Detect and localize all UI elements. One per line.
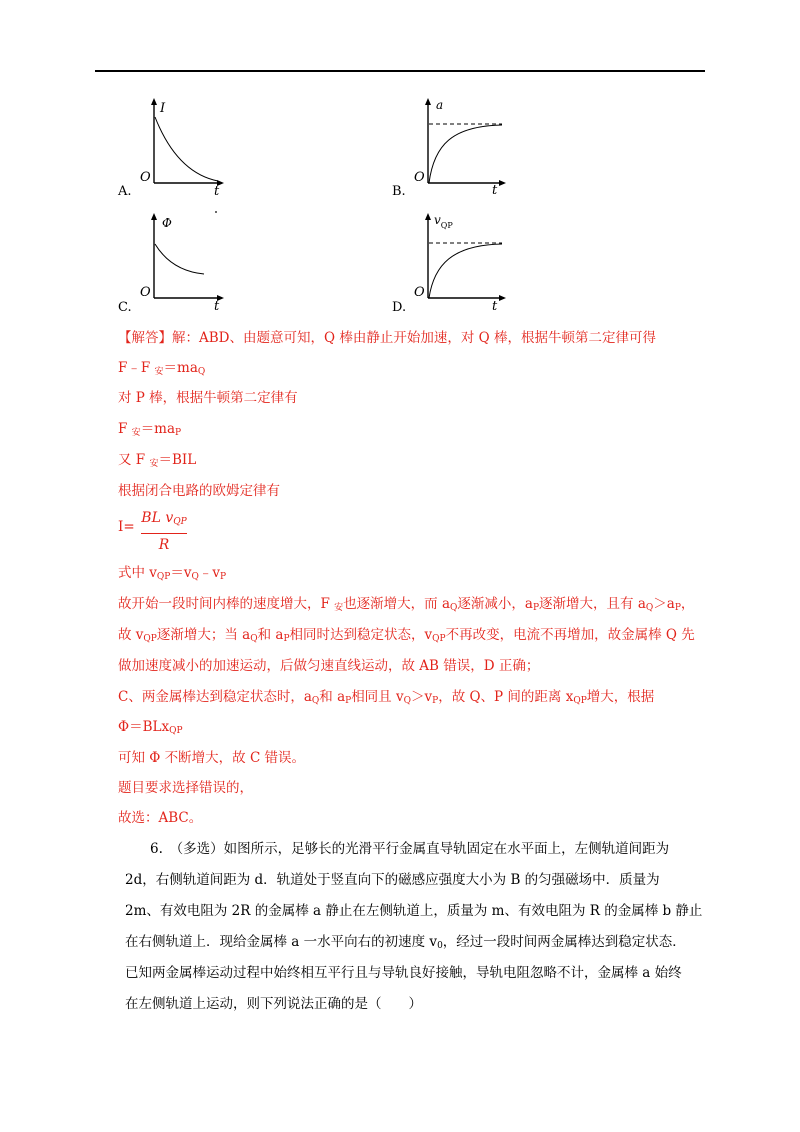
solution-line-10: 故 $v_{QP}$逐渐增大；当 $a_Q$和 $a_P$相同时达到稳定状态，$v_{QP}$不再改变，电流不再增加，故金属棒 Q 先 xyxy=(118,627,695,644)
solution-line-6: 根据闭合电路的欧姆定律有 xyxy=(118,483,280,499)
origin-label: O xyxy=(140,285,151,300)
y-axis-arrow-icon xyxy=(425,98,431,105)
solution-line-8: 式中 $v_{QP}=v_Q﹣v_P$ xyxy=(118,565,227,582)
solution-line-2: F﹣F $_安=ma_Q$ xyxy=(118,360,206,377)
y-axis-label: $v_{QP}$ xyxy=(434,213,453,230)
question-6-line-2: 2d，右侧轨道间距为 d．轨道处于竖直向下的磁感应强度大小为 B 的匀强磁场中．质量为 xyxy=(125,872,660,888)
option-c-label: C. xyxy=(118,300,132,315)
solution-tag: 【解答】 xyxy=(118,330,172,346)
growth-curve xyxy=(429,244,502,298)
solution-line-1: 【解答】解：ABD、由题意可知，Q 棒由静止开始加速，对 Q 棒，根据牛顿第二定律可得 xyxy=(118,330,657,346)
solution-line-4: F $_安=ma_P$ xyxy=(118,421,182,438)
solution-line-14: 可知 Φ 不断增大，故 C 错误。 xyxy=(118,750,306,766)
question-6-line-6: 在左侧轨道上运动，则下列说法正确的是（ ） xyxy=(125,996,422,1012)
solution-line-15: 题目要求选择错误的， xyxy=(118,780,253,796)
y-axis-label: Φ xyxy=(162,216,172,230)
y-axis-arrow-icon xyxy=(425,213,431,220)
solution-line-13: Φ＝BLx$_{QP}$ xyxy=(118,719,183,736)
y-axis-label: a xyxy=(436,98,444,112)
stray-dot xyxy=(215,211,217,213)
origin-label: O xyxy=(414,285,425,300)
question-6-line-1: 6. （多选）如图所示，足够长的光滑平行金属直导轨固定在水平面上，左侧轨道间距为 xyxy=(150,841,670,857)
graph-a xyxy=(138,95,228,195)
graph-b xyxy=(412,95,512,195)
x-axis-arrow-icon xyxy=(499,295,506,301)
option-d-label: D. xyxy=(392,300,407,315)
question-6-line-5: 已知两金属棒运动过程中始终相互平行且与导轨良好接触，导轨电阻忽略不计，金属棒 a 始终 xyxy=(125,965,682,981)
option-a-label: A. xyxy=(118,184,132,199)
option-b-label: B. xyxy=(392,184,406,199)
growth-curve xyxy=(429,125,502,183)
solution-line-9: 故开始一段时间内棒的速度增大，F $_安$也逐渐增大，而 $a_Q$逐渐减小，$a_P$逐渐增大，且有 $a_Q>a_P$， xyxy=(118,596,695,613)
y-axis-arrow-icon xyxy=(151,98,157,105)
fraction-denominator: R xyxy=(158,537,170,553)
origin-label: O xyxy=(414,170,425,185)
question-6-line-4: 在右侧轨道上．现给金属棒 a 一水平向右的初速度 $v_0$，经过一段时间两金属棒达到稳定状态． xyxy=(125,934,686,951)
x-axis-label: t xyxy=(492,183,498,195)
graph-d xyxy=(412,210,512,312)
y-axis-label: I xyxy=(160,101,166,116)
ohm-law-prefix: I= xyxy=(118,519,135,535)
header-rule xyxy=(95,70,705,72)
solution-line-3: 对 P 棒，根据牛顿第二定律有 xyxy=(118,390,298,406)
x-axis-label: t xyxy=(492,299,498,312)
decay-curve xyxy=(155,117,218,181)
ohm-law-fraction xyxy=(141,509,187,554)
x-axis-label: t xyxy=(214,299,220,312)
x-axis-arrow-icon xyxy=(499,180,506,186)
x-axis-label: t xyxy=(214,184,220,195)
graph-c xyxy=(138,210,228,312)
y-axis-arrow-icon xyxy=(151,213,157,220)
solution-line-12: C、两金属棒达到稳定状态时，$a_Q$和 $a_P$相同且 $v_Q>v_P$，故 Q、P 间的距离 $x_{QP}$增大，根据 xyxy=(118,689,655,706)
decay-curve xyxy=(155,244,204,274)
fraction-numerator: BL $v_{QP}$ xyxy=(141,510,187,527)
solution-line-16: 故选：ABC。 xyxy=(118,810,203,826)
solution-line-5: 又 F $_安$＝BIL xyxy=(118,452,197,469)
solution-line-11: 做加速度减小的加速运动，后做匀速直线运动，故 AB 错误，D 正确； xyxy=(118,658,540,674)
question-6-line-3: 2m、有效电阻为 2R 的金属棒 a 静止在左侧轨道上，质量为 m、有效电阻为 R 的金属棒 b 静止 xyxy=(125,903,703,919)
origin-label: O xyxy=(140,170,151,185)
fraction-bar xyxy=(141,533,187,534)
